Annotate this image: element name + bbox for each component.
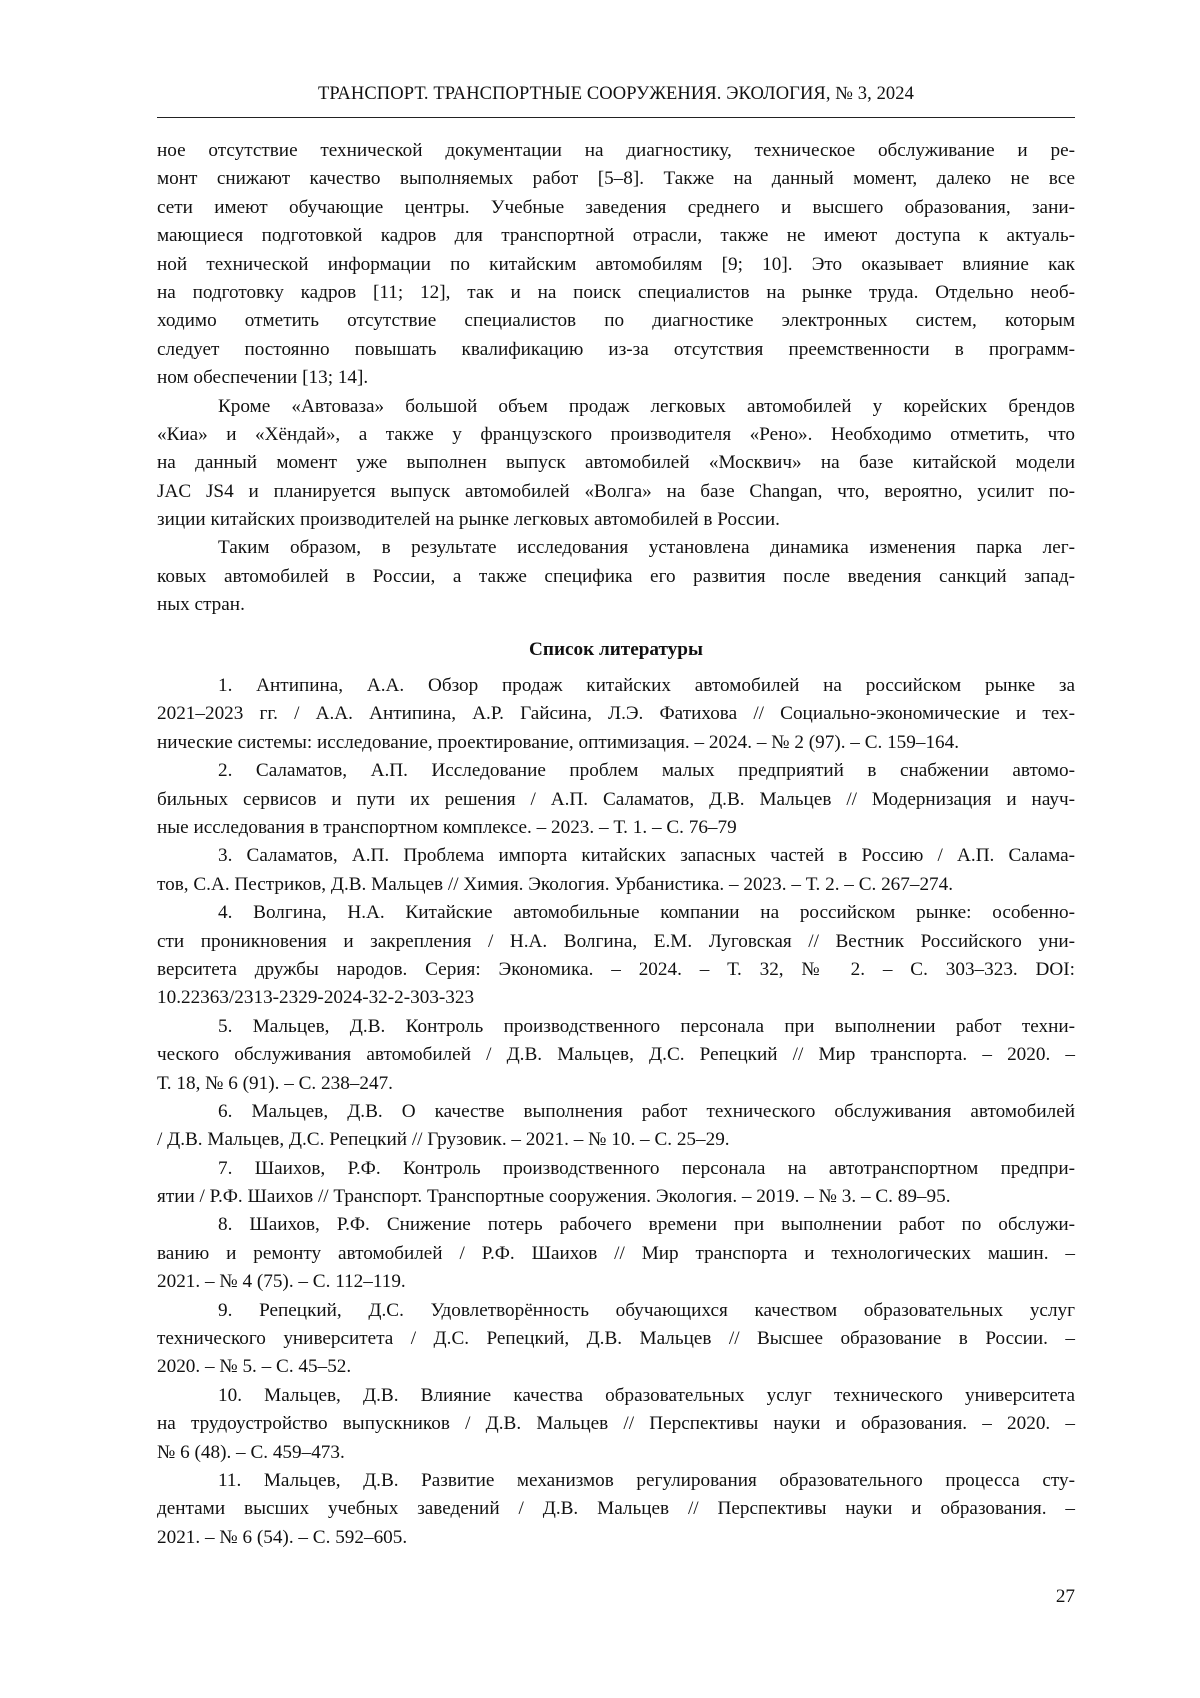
text-line: дентами высших учебных заведений / Д.В. Мальцев // Перспективы науки и образования. – xyxy=(157,1495,1075,1523)
text-line: 3. Саламатов, А.П. Проблема импорта китайских запасных частей в Россию / А.П. Салама- xyxy=(157,842,1075,870)
reference-item xyxy=(157,899,1075,1013)
text-line: монт снижают качество выполняемых работ [5–8]. Также на данный момент, далеко не все xyxy=(157,165,1075,193)
text-line: ходимо отметить отсутствие специалистов по диагностике электронных систем, которым xyxy=(157,307,1075,335)
text-line: тов, С.А. Пестриков, Д.В. Мальцев // Химия. Экология. Урбанистика. – 2023. – Т. 2. – С. 267–274. xyxy=(157,871,1075,899)
text-line: 10. Мальцев, Д.В. Влияние качества образовательных услуг технического университета xyxy=(157,1382,1075,1410)
text-line: 11. Мальцев, Д.В. Развитие механизмов регулирования образовательного процесса сту- xyxy=(157,1467,1075,1495)
text-line: ятии / Р.Ф. Шаихов // Транспорт. Транспортные сооружения. Экология. – 2019. – № 3. – С. 89–95. xyxy=(157,1183,1075,1211)
text-line: 5. Мальцев, Д.В. Контроль производственного персонала при выполнении работ техни- xyxy=(157,1013,1075,1041)
text-line: JAC JS4 и планируется выпуск автомобилей «Волга» на базе Changan, что, вероятно, усилит по- xyxy=(157,478,1075,506)
text-line: ванию и ремонту автомобилей / Р.Ф. Шаихов // Мир транспорта и технологических машин. – xyxy=(157,1240,1075,1268)
text-line: сти проникновения и закрепления / Н.А. Волгина, Е.М. Луговская // Вестник Российского уни- xyxy=(157,928,1075,956)
paragraph xyxy=(157,393,1075,535)
reference-item xyxy=(157,842,1075,899)
text-line: ном обеспечении [13; 14]. xyxy=(157,364,1075,392)
text-line: 2021. – № 4 (75). – С. 112–119. xyxy=(157,1268,1075,1296)
text-line: 2020. – № 5. – С. 45–52. xyxy=(157,1353,1075,1381)
text-line: 8. Шаихов, Р.Ф. Снижение потерь рабочего времени при выполнении работ по обслужи- xyxy=(157,1211,1075,1239)
reference-item xyxy=(157,672,1075,757)
page-content xyxy=(157,137,1075,1552)
text-line: на трудоустройство выпускников / Д.В. Мальцев // Перспективы науки и образования. – 2020. – xyxy=(157,1410,1075,1438)
text-line: / Д.В. Мальцев, Д.С. Репецкий // Грузовик. – 2021. – № 10. – С. 25–29. xyxy=(157,1126,1075,1154)
text-line: ное отсутствие технической документации на диагностику, техническое обслуживание и ре- xyxy=(157,137,1075,165)
running-header: ТРАНСПОРТ. ТРАНСПОРТНЫЕ СООРУЖЕНИЯ. ЭКОЛОГИЯ, № 3, 2024 xyxy=(157,84,1075,105)
text-line: 6. Мальцев, Д.В. О качестве выполнения работ технического обслуживания автомобилей xyxy=(157,1098,1075,1126)
text-line: 10.22363/2313-2329-2024-32-2-303-323 xyxy=(157,984,1075,1012)
text-line: ных стран. xyxy=(157,591,1075,619)
text-line: 9. Репецкий, Д.С. Удовлетворённость обучающихся качеством образовательных услуг xyxy=(157,1297,1075,1325)
text-line: 1. Антипина, А.А. Обзор продаж китайских автомобилей на российском рынке за xyxy=(157,672,1075,700)
text-line: 4. Волгина, Н.А. Китайские автомобильные компании на российском рынке: особенно- xyxy=(157,899,1075,927)
text-line: следует постоянно повышать квалификацию из-за отсутствия преемственности в программ- xyxy=(157,336,1075,364)
reference-item xyxy=(157,1297,1075,1382)
references-list xyxy=(157,672,1075,1552)
text-line: ной технической информации по китайским автомобилям [9; 10]. Это оказывает влияние как xyxy=(157,251,1075,279)
text-line: Таким образом, в результате исследования установлена динамика изменения парка лег- xyxy=(157,534,1075,562)
text-line: сети имеют обучающие центры. Учебные заведения среднего и высшего образования, зани- xyxy=(157,194,1075,222)
reference-item xyxy=(157,1467,1075,1552)
references-heading: Список литературы xyxy=(157,636,1075,664)
reference-item xyxy=(157,1211,1075,1296)
reference-item xyxy=(157,1155,1075,1212)
text-line: нические системы: исследование, проектирование, оптимизация. – 2024. – № 2 (97). – С. 159–164. xyxy=(157,729,1075,757)
text-line: на подготовку кадров [11; 12], так и на поиск специалистов на рынке труда. Отдельно необ- xyxy=(157,279,1075,307)
body-text xyxy=(157,137,1075,620)
text-line: ческого обслуживания автомобилей / Д.В. Мальцев, Д.С. Репецкий // Мир транспорта. – 2020. – xyxy=(157,1041,1075,1069)
text-line: зиции китайских производителей на рынке легковых автомобилей в России. xyxy=(157,506,1075,534)
text-line: «Киа» и «Хёндай», а также у французского производителя «Рено». Необходимо отметить, что xyxy=(157,421,1075,449)
text-line: ные исследования в транспортном комплексе. – 2023. – Т. 1. – С. 76–79 xyxy=(157,814,1075,842)
paragraph xyxy=(157,137,1075,393)
text-line: мающиеся подготовкой кадров для транспортной отрасли, также не имеют доступа к актуаль- xyxy=(157,222,1075,250)
reference-item xyxy=(157,1013,1075,1098)
text-line: ковых автомобилей в России, а также специфика его развития после введения санкций запад- xyxy=(157,563,1075,591)
text-line: № 6 (48). – С. 459–473. xyxy=(157,1439,1075,1467)
reference-item xyxy=(157,1382,1075,1467)
text-line: на данный момент уже выполнен выпуск автомобилей «Москвич» на базе китайской модели xyxy=(157,449,1075,477)
reference-item xyxy=(157,1098,1075,1155)
paragraph xyxy=(157,534,1075,619)
text-line: технического университета / Д.С. Репецкий, Д.В. Мальцев // Высшее образование в России. – xyxy=(157,1325,1075,1353)
text-line: 2021–2023 гг. / А.А. Антипина, А.Р. Гайсина, Л.Э. Фатихова // Социально-экономические и тех- xyxy=(157,700,1075,728)
header-rule xyxy=(157,117,1075,118)
text-line: верситета дружбы народов. Серия: Экономика. – 2024. – Т. 32, № 2. – С. 303–323. DOI: xyxy=(157,956,1075,984)
text-line: 7. Шаихов, Р.Ф. Контроль производственного персонала на автотранспортном предпри- xyxy=(157,1155,1075,1183)
page-number: 27 xyxy=(1056,1586,1075,1608)
text-line: бильных сервисов и пути их решения / А.П. Саламатов, Д.В. Мальцев // Модернизация и науч- xyxy=(157,786,1075,814)
text-line: Кроме «Автоваза» большой объем продаж легковых автомобилей у корейских брендов xyxy=(157,393,1075,421)
text-line: 2021. – № 6 (54). – С. 592–605. xyxy=(157,1524,1075,1552)
text-line: Т. 18, № 6 (91). – С. 238–247. xyxy=(157,1070,1075,1098)
text-line: 2. Саламатов, А.П. Исследование проблем малых предприятий в снабжении автомо- xyxy=(157,757,1075,785)
reference-item xyxy=(157,757,1075,842)
